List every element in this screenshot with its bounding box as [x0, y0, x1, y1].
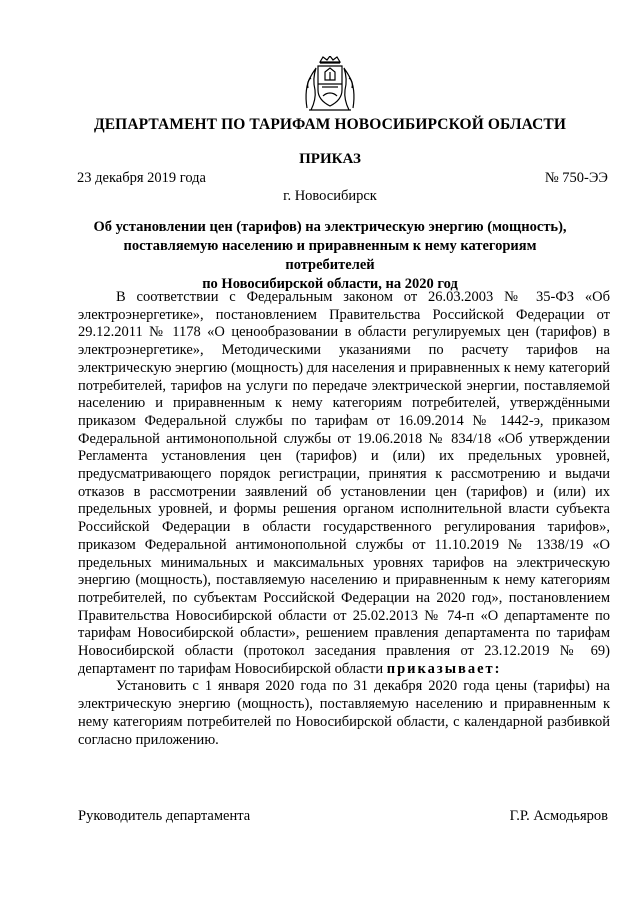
department-name: ДЕПАРТАМЕНТ ПО ТАРИФАМ НОВОСИБИРСКОЙ ОБЛАСТИ: [93, 116, 567, 133]
title-line: поставляемую населению и приравненным к нему категориям потребителей: [123, 238, 537, 273]
order-body: [78, 289, 610, 749]
order-title: [80, 218, 580, 294]
order-number: № 750-ЭЭ: [544, 170, 608, 186]
title-line: Об установлении цен (тарифов) на электрическую энергию (мощность),: [93, 219, 567, 235]
title-line: по Новосибирской области, на 2020 год: [202, 276, 458, 292]
document-type: ПРИКАЗ: [299, 151, 361, 167]
decree-item-paragraph: Установить с 1 января 2020 года по 31 декабря 2020 года цены (тарифы) на электрическую энергию (мощность), поставляемую населению и приравненным к нему категориям потребителей по Новосибирской области, с календарной разбивкой согласно приложению.: [78, 678, 610, 748]
decree-word: приказывает:: [386, 660, 502, 677]
signatory-name: Г.Р. Асмодьяров: [509, 808, 608, 824]
signatory-position: Руководитель департамента: [78, 808, 251, 824]
preamble-text: В соответствии с Федеральным законом от 26.03.2003 № 35-ФЗ «Об электроэнергетике», постановлением Правительства Российской Федерации от 29.12.2011 № 1178 «О ценообразовании в области регулируемых цен (тарифов) в электроэнергетике», Методическими указаниями по расчету тарифов на электрическую энергию (мощность) для населения и приравненных к нему категорий потребителей, тарифов на услуги по передаче электрической энергии, поставляемой населению и приравненным к нему категориям потребителей, утверждёнными приказом Федеральной службы по тарифам от 16.09.2014 № 1442-э, приказом Федеральной антимонопольной службы от 19.06.2018 № 834/18 «Об утверждении Регламента установления цен (тарифов) и (или) их предельных уровней, предусматривающего порядок регистрации, принятия к рассмотрению и выдачи отказов в рассмотрении заявлений об установлении цен (тарифов) и (или) их предельных уровней, и формы решения органом исполнительной власти субъекта Российской Федерации в области государственного регулирования тарифов», приказом Федеральной антимонопольной службы от 11.10.2019 № 1338/19 «О предельных минимальных и максимальных уровнях тарифов на электрическую энергию (мощность), поставляемую населению и приравненным к нему категориям потребителей, по субъектам Российской Федерации на 2020 год», постановлением Правительства Новосибирской области от 25.02.2013 № 74-п «О департаменте по тарифам Новосибирской области», решением правления департамента по тарифам Новосибирской области (протокол заседания правления от 23.12.2019 № 69) департамент по тарифам Новосибирской области: [78, 289, 610, 677]
order-city: г. Новосибирск: [283, 188, 377, 204]
order-date: 23 декабря 2019 года: [77, 170, 206, 186]
coat-of-arms-icon: [303, 56, 357, 112]
preamble-paragraph: [78, 289, 610, 678]
